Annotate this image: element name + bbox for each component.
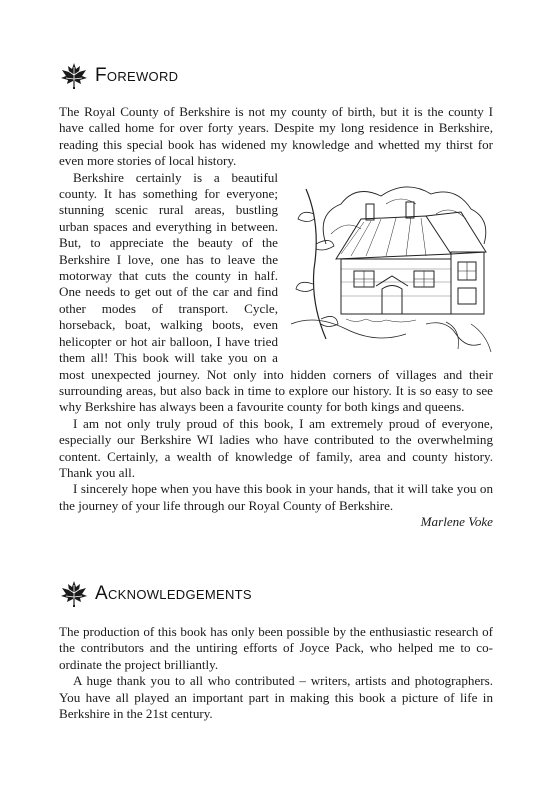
maple-leaf-icon (59, 61, 89, 91)
foreword-paragraph-3: I am not only truly proud of this book, I am extremely proud of everyone, especially our Berkshire WI ladies who have contributed to the overwhelming content. Certainly, a wealth of knowledge of family, area and county history. Thank you all. (59, 415, 493, 480)
foreword-signature: Marlene Voke (420, 514, 493, 530)
foreword-paragraph-4: I sincerely hope when you have this book in your hands, that it will take you on the journey of your life through our Royal County of Berkshire. (59, 481, 493, 513)
foreword-body (59, 104, 493, 531)
acknowledgements-body (59, 624, 493, 722)
acknowledgements-paragraph-2: A huge thank you to all who contributed – writers, artists and photographers. You have all played an important part in making this book a picture of life in Berkshire in the 21st century. (59, 673, 493, 722)
maple-leaf-icon (59, 579, 89, 609)
acknowledgements-title: Acknowledgements (95, 583, 252, 604)
foreword-paragraph-2-text: Berkshire certainly is a beautiful county. It has something for everyone; stunning scenic rural areas, bustling urban spaces and everything in between. But, to appreciate the beauty of the Berkshire I love, one has to leave the motorway that cuts the county in half. One needs to get out of the car and find other modes of transport. Cycle, horseback, boat, walking boots, even helicopter or hot air balloon, I have tried them all! This book will take you on a most unexpected journey. Not only into hidden corners of villages and their surrounding areas, but also back in time to explore our history. It is so easy to see why Berkshire has always been a favourite county for both kings and queens. (59, 169, 493, 415)
foreword-title: Foreword (95, 65, 179, 86)
acknowledgements-heading (59, 579, 252, 609)
foreword-paragraph-1: The Royal County of Berkshire is not my county of birth, but it is the county I have called home for over forty years. Despite my long residence in Berkshire, reading this special book has widened my knowledge and whetted my thirst for even more stories of local history. (59, 104, 493, 169)
cottage-illustration (286, 174, 501, 354)
foreword-paragraph-2 (59, 170, 493, 416)
foreword-heading (59, 61, 178, 91)
acknowledgements-paragraph-1: The production of this book has only been possible by the enthusiastic research of the contributors and the untiring efforts of Joyce Pack, who helped me to co-ordinate the project brilliantly. (59, 624, 493, 672)
